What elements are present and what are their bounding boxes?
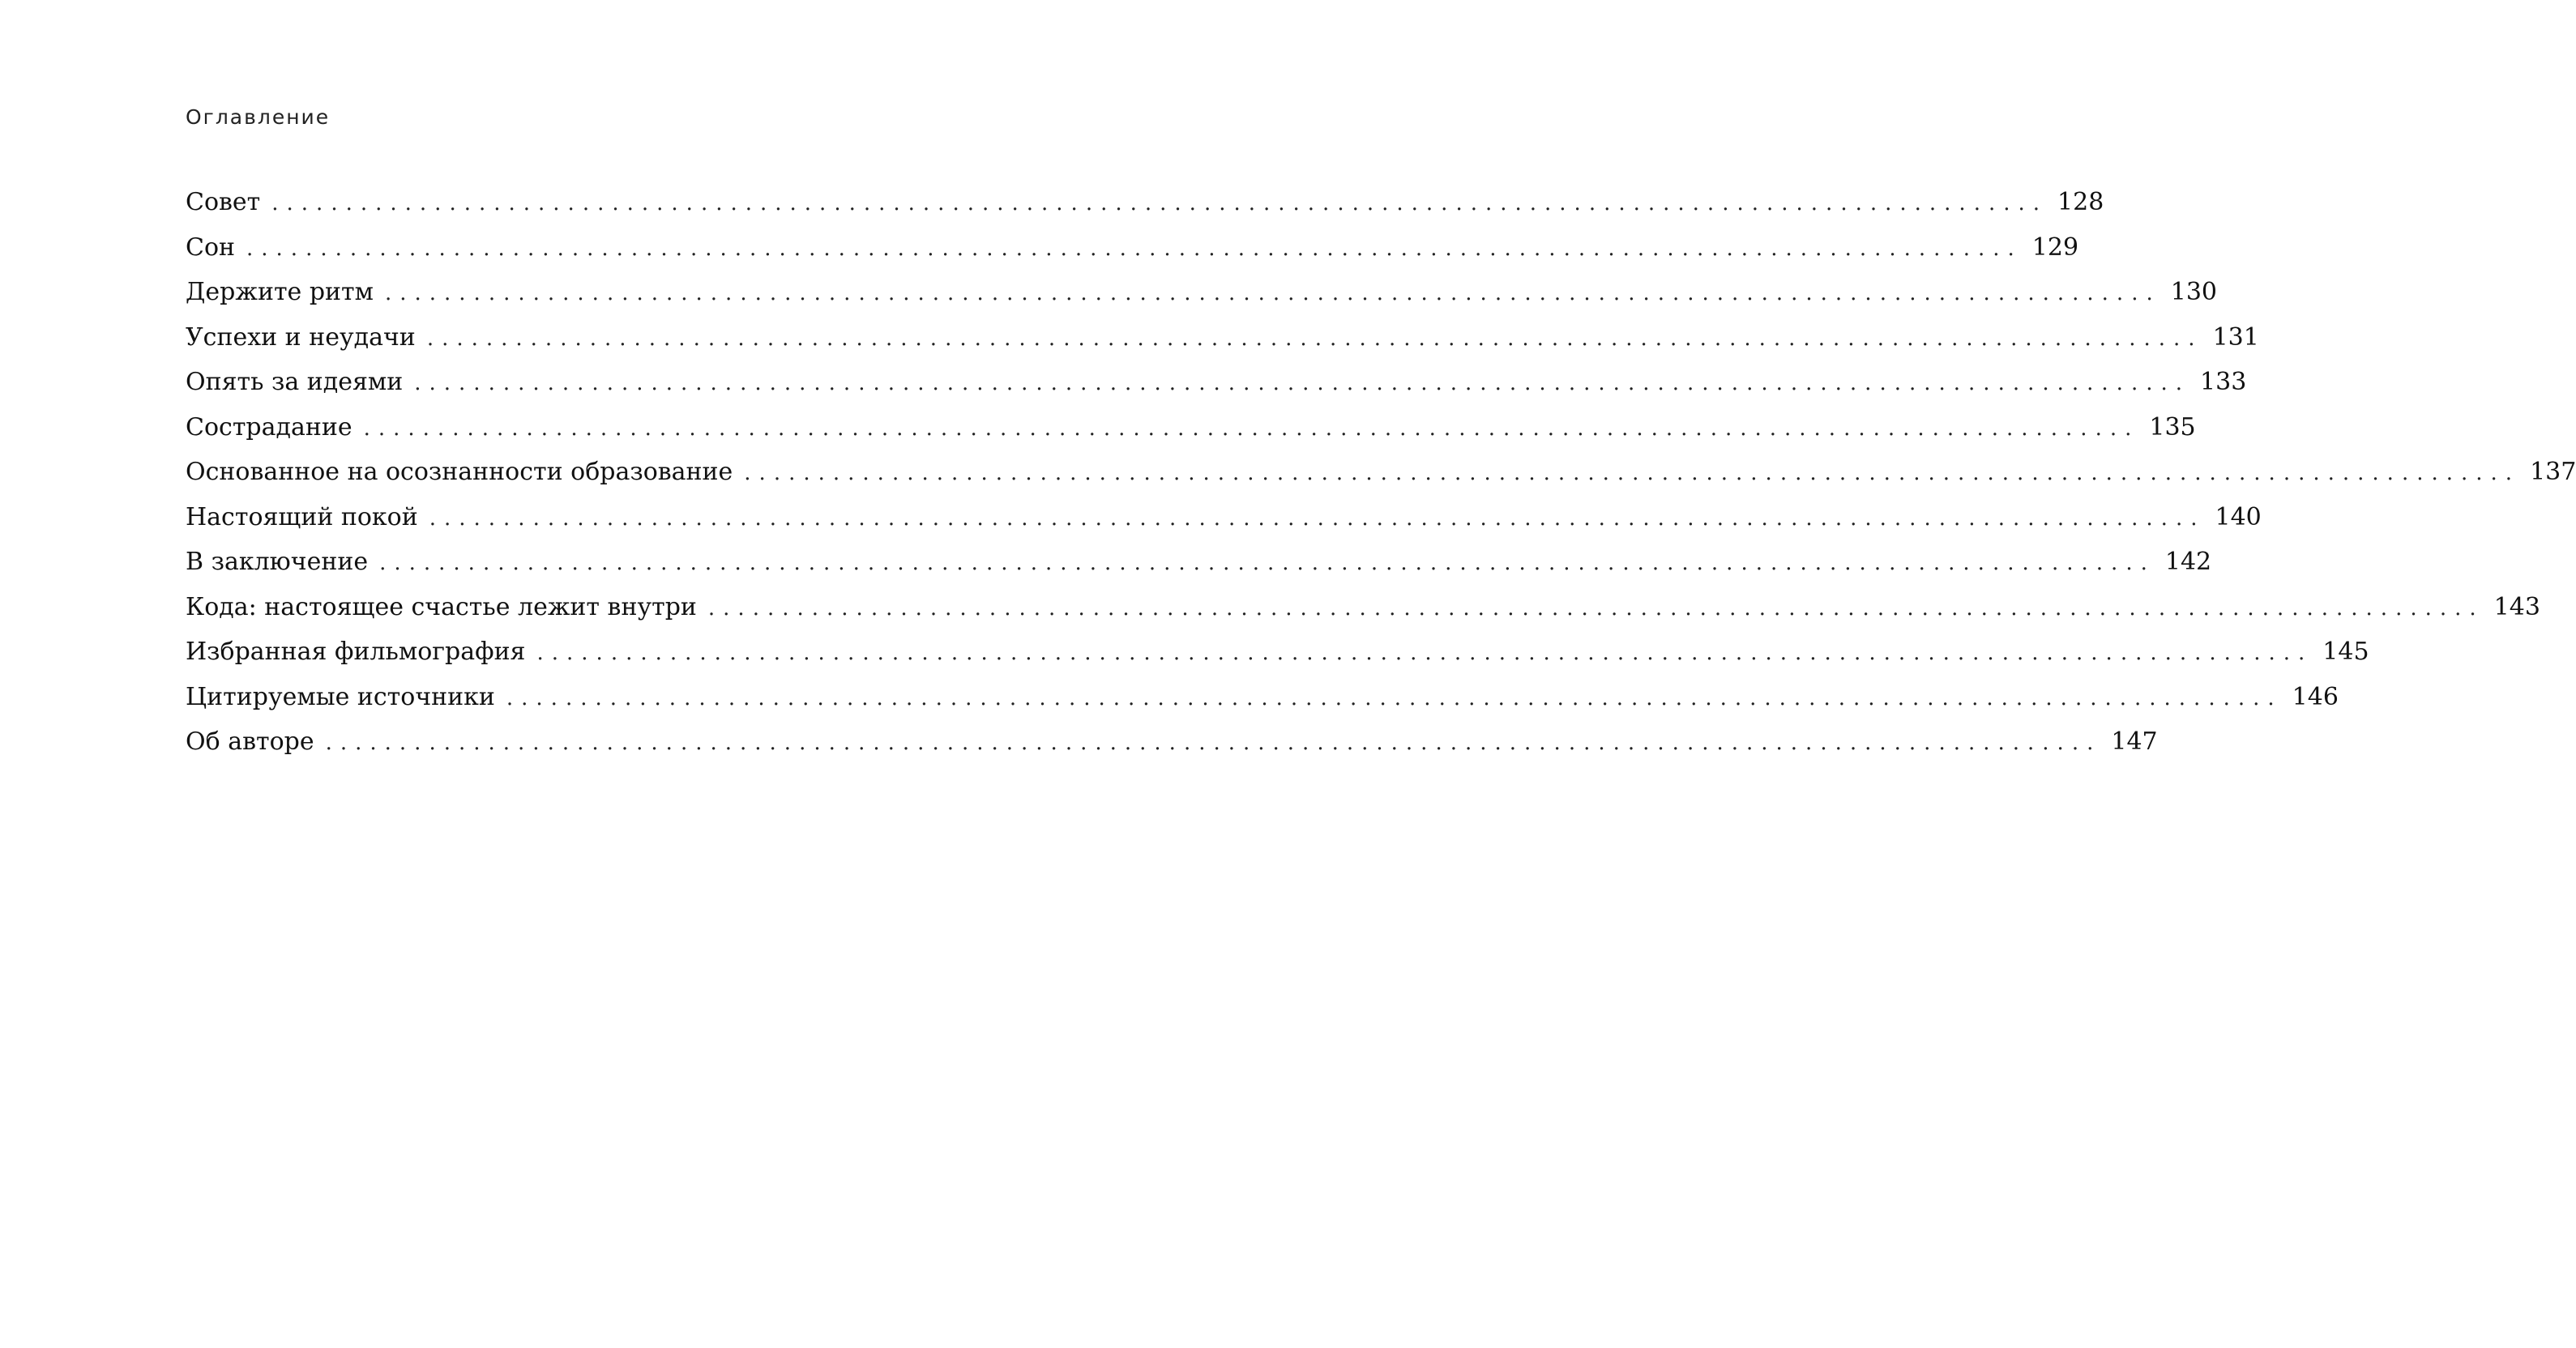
toc-entry-title: Успехи и неудачи bbox=[186, 322, 416, 352]
toc-entry-title: Настоящий покой bbox=[186, 502, 418, 531]
table-of-contents bbox=[186, 188, 2576, 773]
toc-entry-title: Сон bbox=[186, 232, 236, 262]
dot-leader: ........................................................................................................................ bbox=[744, 461, 2521, 485]
dot-leader: ........................................................................................................................ bbox=[429, 506, 2206, 531]
dot-leader: ........................................................................................................................ bbox=[426, 326, 2203, 351]
toc-entry[interactable] bbox=[186, 368, 2247, 413]
toc-entry-title: Об авторе bbox=[186, 727, 314, 756]
toc-entry-page: 129 bbox=[2031, 232, 2079, 262]
dot-leader: ........................................................................................................................ bbox=[506, 685, 2283, 710]
toc-entry[interactable] bbox=[186, 638, 2369, 683]
toc-entry[interactable] bbox=[186, 232, 2079, 279]
dot-leader: ........................................................................................................................ bbox=[414, 371, 2191, 395]
dot-leader: ........................................................................................................................ bbox=[325, 731, 2102, 755]
toc-entry[interactable] bbox=[186, 592, 2540, 638]
dot-leader: ........................................................................................................................ bbox=[707, 595, 2484, 621]
dot-leader: ........................................................................................................................ bbox=[536, 641, 2313, 665]
toc-entry-page: 146 bbox=[2292, 682, 2339, 711]
toc-entry-page: 140 bbox=[2215, 502, 2262, 531]
toc-entry-title: Сострадание bbox=[186, 412, 352, 442]
toc-entry-page: 137 bbox=[2530, 458, 2576, 486]
toc-entry[interactable] bbox=[186, 727, 2158, 773]
toc-entry-page: 142 bbox=[2164, 548, 2212, 576]
toc-entry-title: Основанное на осознанности образование bbox=[186, 458, 733, 486]
toc-entry[interactable] bbox=[186, 412, 2196, 459]
toc-entry-title: Совет bbox=[186, 188, 261, 216]
toc-entry[interactable] bbox=[186, 278, 2217, 323]
dot-leader: ........................................................................................................................ bbox=[246, 236, 2023, 261]
toc-entry-page: 135 bbox=[2149, 412, 2196, 442]
dot-leader: ........................................................................................................................ bbox=[271, 191, 2048, 215]
toc-entry-title: Кода: настоящее счастье лежит внутри bbox=[186, 592, 697, 621]
toc-entry[interactable] bbox=[186, 502, 2262, 548]
page-header: Оглавление bbox=[186, 105, 331, 129]
toc-entry-title: В заключение bbox=[186, 548, 369, 576]
toc-entry-page: 145 bbox=[2322, 638, 2369, 666]
toc-entry-title: Цитируемые источники bbox=[186, 682, 495, 711]
toc-entry[interactable] bbox=[186, 548, 2212, 593]
toc-entry-page: 143 bbox=[2493, 592, 2540, 621]
toc-entry-page: 147 bbox=[2111, 727, 2158, 756]
toc-entry-page: 130 bbox=[2170, 278, 2217, 306]
dot-leader: ........................................................................................................................ bbox=[363, 416, 2140, 441]
toc-entry[interactable] bbox=[186, 458, 2576, 503]
toc-entry-page: 128 bbox=[2057, 188, 2104, 216]
toc-entry-page: 131 bbox=[2212, 322, 2259, 352]
dot-leader: ........................................................................................................................ bbox=[384, 281, 2161, 305]
dot-leader: ........................................................................................................................ bbox=[379, 551, 2155, 575]
toc-entry-title: Избранная фильмография bbox=[186, 638, 526, 666]
toc-entry[interactable] bbox=[186, 188, 2104, 233]
toc-entry-title: Опять за идеями bbox=[186, 368, 404, 396]
toc-entry-page: 133 bbox=[2200, 368, 2247, 396]
toc-entry[interactable] bbox=[186, 682, 2339, 728]
toc-entry-title: Держите ритм bbox=[186, 278, 374, 306]
toc-entry[interactable] bbox=[186, 322, 2259, 369]
